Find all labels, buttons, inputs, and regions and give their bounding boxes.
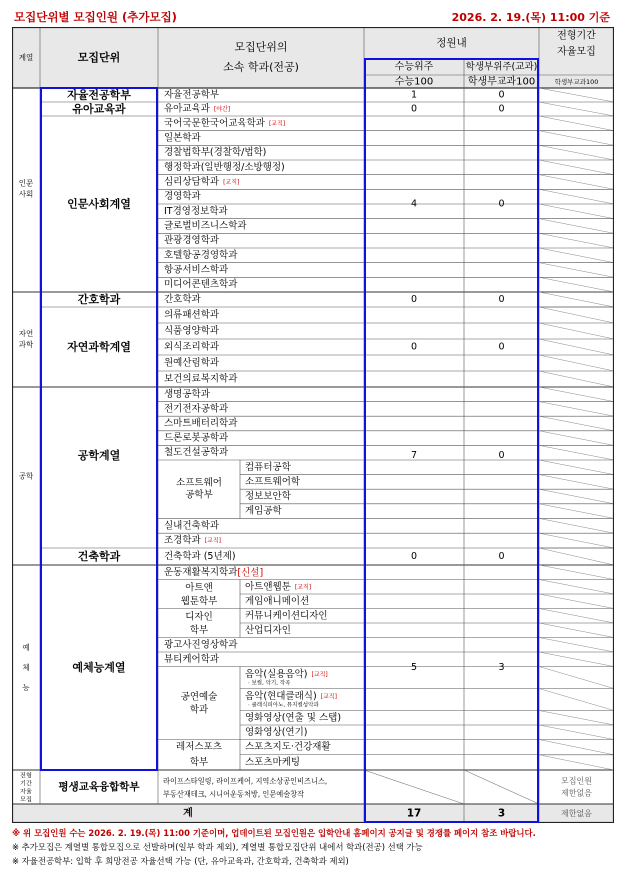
count-student: 0 [498,89,505,101]
count-suneung: 7 [410,450,418,461]
category-science: 과학 [18,340,34,349]
diagonal-line [539,355,614,371]
dept-science: 외식조리학과 [164,341,220,353]
unit-arts: 예체능계열 [72,661,126,674]
count-suneung: 0 [410,341,418,353]
dept-humanities: 경영학과 [164,191,201,203]
diagonal-line [464,770,539,804]
reference-date: 2026. 2. 19.(목) 11:00 기준 [451,11,610,24]
diagonal-line [539,711,614,726]
diagonal-line [539,475,614,490]
note-autonomous: ※ 자율전공학부: 입학 후 희망전공 자율선택 가능 (단, 유아교육과, 간호학과, 건축학과 제외) [12,856,349,866]
count-suneung: 0 [410,551,418,562]
diagonal-line [539,145,614,160]
category-arts: 체 [22,663,30,672]
diagonal-line [539,548,614,565]
count-student: 0 [498,294,505,305]
total-suneung: 17 [406,807,422,820]
unit-architecture: 건축학과 [77,550,121,563]
special-note: 모집인원 [561,776,592,786]
unit-nursing: 간호학과 [77,293,121,306]
subunit-webtoon: 아트앤 [185,582,213,594]
diagonal-line [539,387,614,402]
dept-music-classic-sub: · 클래식피아노, 뮤지컬성악과 [248,702,319,709]
header-quota: 정원내 [436,37,467,49]
dept-science: 원예산림학과 [164,357,220,369]
diagonal-line [539,740,614,755]
dept-leisure: 스포츠마케팅 [245,756,301,768]
diagonal-line [539,652,614,667]
count-suneung: 0 [410,294,418,305]
count-suneung: 5 [410,662,418,673]
dept-humanities: 미디어콘텐츠학과 [164,279,238,291]
count-student: 0 [498,103,505,115]
dept-science: 보건의료복지학과 [164,373,238,385]
diagonal-line [539,594,614,609]
dept-music-applied: 음악(실용음악) [교직] [245,669,328,680]
subunit-software: 소프트웨어 [176,477,222,489]
dept-software: 컴퓨터공학 [245,461,291,473]
subunit-software: 공학부 [185,489,213,501]
subunit-leisure: 학부 [189,756,209,768]
header-special: 자율모집 [557,46,596,58]
diagonal-line [539,725,614,740]
category-lifelong: 자율 [20,788,32,796]
diagonal-line [539,667,614,689]
dept-software: 소프트웨어학 [245,476,301,488]
dept-engineering: 생명공학과 [164,388,210,400]
diagonal-line [539,116,614,131]
dept-autonomous: 자율전공학부 [164,89,220,101]
header-suneung-sub: 수능100 [394,76,434,88]
diagonal-line [539,402,614,417]
diagonal-line [539,416,614,431]
quota-highlight-box [365,59,538,822]
dept-engineering: 조경학과 [교직] [164,535,221,547]
count-student: 0 [498,198,505,210]
diagonal-line [539,175,614,190]
dept-architecture: 건축학과 (5년제) [164,551,236,562]
category-humanities: 사회 [18,189,34,199]
dept-webtoon: 게임애니메이션 [245,595,310,607]
dept-engineering: 철도건설공학과 [164,447,229,459]
note-integrated: ※ 추가모집은 계열별 통합모집으로 선발하며(일부 학과 제외), 계열별 통합모집단위 내에서 학과(전공) 선택 가능 [12,842,423,852]
diagonal-line [539,518,614,533]
header-student: 학생부위주(교과) [465,61,538,73]
header-category: 계열 [18,53,34,62]
diagonal-line [539,248,614,263]
dept-software: 정보보안학 [245,491,291,502]
diagonal-line [539,339,614,355]
total-row-bg [12,804,614,823]
diagonal-line [539,204,614,219]
diagonal-line [539,445,614,460]
dept-software: 게임공학 [245,505,282,517]
category-arts: 능 [22,683,30,692]
dept-humanities: 관광경영학과 [164,235,220,247]
dept-humanities: 심리상담학과 [교직] [164,176,240,188]
diagonal-line [539,102,614,116]
unit-lifelong: 평생교육융합학부 [58,781,140,793]
total-special: 제한없음 [561,809,592,818]
dept-film: 영화영상(연기) [245,726,308,738]
count-student: 0 [498,551,505,562]
unit-science: 자연과학계열 [67,340,131,354]
diagonal-line [539,489,614,504]
category-humanities: 인문 [18,178,34,188]
header-special: 전형기간 [557,30,596,42]
quota-table [12,27,614,823]
header-unit: 모집단위 [77,51,121,64]
dept-design: 커뮤니케이션디자인 [245,610,328,622]
dept-arts: 운동재활복지학과[신설] [164,566,264,578]
unit-engineering: 공학계열 [77,449,121,462]
category-lifelong: 기간 [20,780,32,788]
dept-lifelong: 라이프스타일링, 라이프케어, 지역소상공인비즈니스, [163,776,328,786]
diagonal-line [539,219,614,234]
dept-humanities: 국어국문한국어교육학과 [교직] [164,117,286,129]
diagonal-line [539,323,614,339]
count-suneung: 0 [410,103,418,115]
diagonal-line [539,292,614,307]
header-special-sub: 학생부교과100 [554,78,599,86]
dept-film: 영화영상(연출 및 스탭) [245,712,342,724]
header-suneung: 수능위주 [394,61,434,73]
diagonal-line [539,189,614,204]
dept-nursing: 간호학과 [164,294,201,305]
count-student: 0 [498,450,505,461]
subunit-webtoon: 웹툰학부 [180,595,218,607]
diagonal-line [539,233,614,248]
diagonal-line [539,131,614,146]
subunit-leisure: 레저스포츠 [176,741,222,753]
dept-engineering: 전기전자공학과 [164,403,229,415]
page-title: 모집단위별 모집인원 (추가모집) [14,10,177,24]
category-lifelong: 전형 [20,772,32,780]
category-engineering: 공학 [18,471,34,481]
count-student: 3 [498,662,505,673]
dept-humanities: 글로벌비즈니스학과 [164,220,247,232]
diagonal-line [539,263,614,278]
diagonal-line [539,638,614,653]
dept-engineering: 스마트배터리학과 [164,418,238,429]
unit-humanities: 인문사회계열 [67,197,131,211]
diagonal-line [539,307,614,323]
dept-arts: 뷰티케어학과 [164,653,220,665]
diagonal-line [539,371,614,387]
subunit-performing: 학과 [189,704,209,716]
diagonal-line [539,533,614,548]
count-suneung: 4 [410,198,418,210]
diagonal-line [539,431,614,446]
total-student: 3 [497,807,506,820]
subunit-design: 학부 [189,624,209,636]
dept-lifelong: 부동산재테크, 시니어운동처방, 인문예술창작 [163,789,305,799]
total-label: 계 [183,808,193,819]
note-update: ※ 위 모집인원 수는 2026. 2. 19.(목) 11:00 기준이며, 업데이트된 모집인원은 입학안내 홈페이지 공지글 및 경쟁률 페이지 참조 바랍니다. [12,828,536,838]
count-student: 0 [498,341,505,353]
dept-humanities: 항공서비스학과 [164,264,229,276]
dept-humanities: 행정학과(일반행정/소방행정) [164,161,285,173]
diagonal-line [539,609,614,624]
special-note: 제한없음 [561,788,592,798]
dept-science: 의류패션학과 [164,309,220,321]
dept-webtoon: 아트앤웹툰 [교직] [245,581,312,593]
dept-music-classic: 음악(현대클래식) [교직] [245,691,337,702]
dept-early-childhood: 유아교육과 [야간] [164,103,231,115]
dept-humanities: 호텔항공경영학과 [164,249,238,261]
unit-autonomous: 자율전공학부 [67,88,131,102]
diagonal-line [539,580,614,595]
category-lifelong: 모집 [20,796,32,804]
dept-science: 식품영양학과 [164,325,220,337]
subunit-design: 디자인 [185,611,213,623]
header-dept: 모집단위의 [234,40,288,54]
diagonal-line [539,460,614,475]
diagonal-line [539,160,614,175]
dept-music-applied-sub: · 보컬, 악기, 작곡 [248,680,291,687]
header-student-sub: 학생부교과100 [467,76,536,88]
diagonal-line [364,770,464,804]
diagonal-line [539,689,614,711]
dept-leisure: 스포츠지도·건강재활 [245,741,331,753]
subunit-performing: 공연예술 [180,691,218,703]
diagonal-line [539,277,614,292]
dept-arts: 광고사진영상학과 [164,639,238,651]
category-arts: 예 [22,643,30,652]
count-suneung: 1 [410,89,418,101]
diagonal-line [539,755,614,770]
dept-engineering: 실내건축학과 [164,520,220,532]
dept-humanities: 경찰법학부(경찰학/법학) [164,147,267,159]
dept-design: 산업디자인 [245,624,291,636]
unit-early-childhood: 유아교육과 [72,102,126,116]
dept-engineering: 드론로봇공학과 [164,432,229,444]
dept-humanities: IT경영정보학과 [164,205,228,217]
diagonal-line [539,504,614,519]
diagonal-line [539,565,614,580]
category-science: 자연 [18,329,34,338]
diagonal-line [539,88,614,102]
dept-humanities: 일본학과 [164,132,201,144]
diagonal-line [539,623,614,638]
header-dept: 소속 학과(전공) [223,60,299,74]
